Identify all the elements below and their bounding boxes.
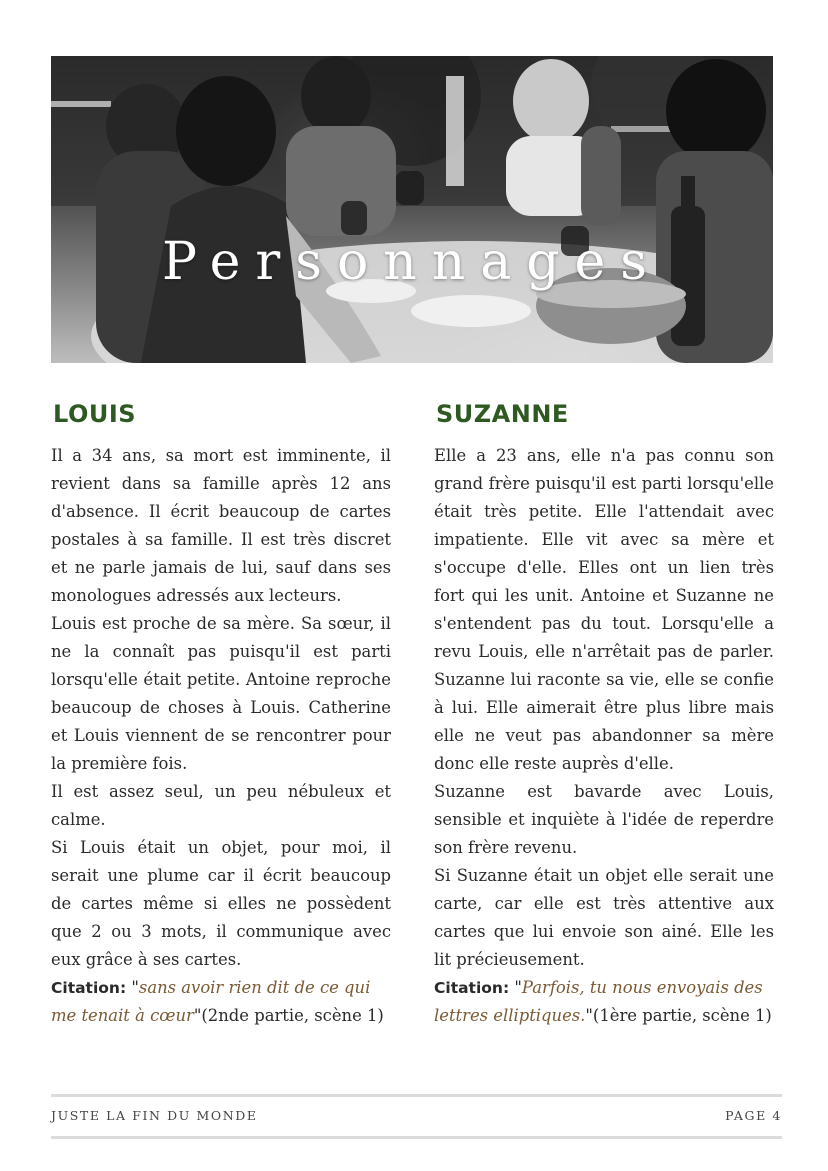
- citation-open: ": [509, 978, 522, 997]
- hero-photo: [51, 56, 773, 363]
- citation: [51, 974, 391, 1030]
- citation-source: "(2nde partie, scène 1): [193, 1006, 384, 1025]
- character-paragraph: Il est assez seul, un peu nébuleux et calme.: [51, 782, 391, 829]
- citation-text: Parfois, tu nous envoyais des lettres elliptiques.: [434, 978, 763, 1025]
- footer-document-title: JUSTE LA FIN DU MONDE: [51, 1108, 258, 1123]
- citation: [434, 974, 774, 1030]
- section-title: Personnages: [161, 232, 662, 292]
- character-column-suzanne: [434, 400, 774, 1030]
- footer-bottom-rule: [51, 1136, 782, 1139]
- character-column-louis: [51, 400, 391, 1030]
- hero-photo-illustration: [51, 56, 773, 363]
- citation-label: Citation:: [434, 979, 510, 997]
- citation-open: ": [126, 978, 139, 997]
- footer-page-number: PAGE 4: [725, 1108, 782, 1123]
- character-paragraph: Il a 34 ans, sa mort est imminente, il revient dans sa famille après 12 ans d'absence. Il écrit beaucoup de cartes postales à sa famille. Il est très discret et ne parle jamais de lui, sauf dans ses monologues adressés aux lecteurs.: [51, 446, 391, 605]
- character-paragraph: Si Louis était un objet, pour moi, il serait une plume car il écrit beaucoup de cartes même si elles ne possèdent que 2 ou 3 mots, il communique avec eux grâce à ses cartes.: [51, 838, 391, 969]
- character-name: SUZANNE: [436, 400, 569, 428]
- citation-text: sans avoir rien dit de ce qui me tenait à cœur: [51, 978, 371, 1025]
- citation-label: Citation:: [51, 979, 127, 997]
- character-paragraph: Louis est proche de sa mère. Sa sœur, il ne la connaît pas puisqu'il est parti lorsqu'elle était petite. Antoine reproche beaucoup de choses à Louis. Catherine et Louis viennent de se rencontrer pour la première fois.: [51, 614, 391, 773]
- character-paragraph: Si Suzanne était un objet elle serait une carte, car elle est très attentive aux cartes que lui envoie son ainé. Elle les lit précieusement.: [434, 866, 774, 969]
- character-paragraph: Elle a 23 ans, elle n'a pas connu son grand frère puisqu'il est parti lorsqu'elle était très petite. Elle l'attendait avec impatiente. Elle vit avec sa mère et s'occupe d'elle. Elles ont un lien très fort qui les unit. Antoine et Suzanne ne s'entendent pas du tout. Lorsqu'elle a revu Louis, elle n'arrêtait pas de parler. Suzanne lui raconte sa vie, elle se confie à lui. Elle aimerait être plus libre mais elle ne veut pas abandonner sa mère donc elle reste auprès d'elle.: [434, 446, 774, 773]
- character-paragraph: Suzanne est bavarde avec Louis, sensible et inquiète à l'idée de reperdre son frère revenu.: [434, 782, 774, 857]
- citation-source: "(1ère partie, scène 1): [585, 1006, 772, 1025]
- character-name: LOUIS: [53, 400, 137, 428]
- footer-top-rule: [51, 1094, 782, 1097]
